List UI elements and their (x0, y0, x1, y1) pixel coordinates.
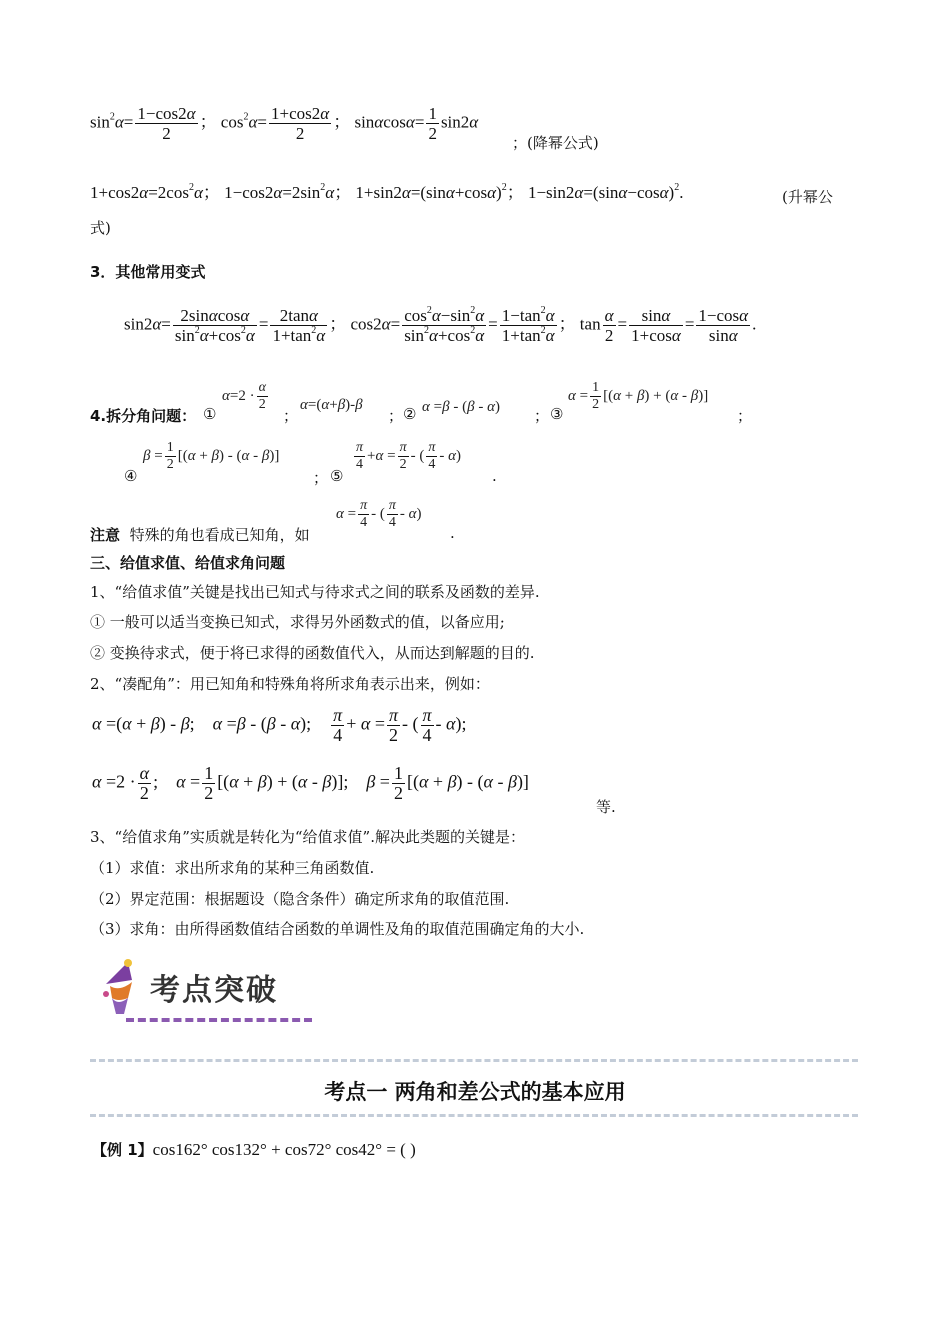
period: . (492, 467, 497, 485)
split-angle-4: β = $\frac{1}{2}$ [(α + β) - (α - β)] (143, 440, 280, 472)
marker-5: ⑤ (330, 467, 344, 485)
split-angle-5: $\frac{\pi}{4}$ +α = $\frac{\pi}{2}$ - ( $\frac{\pi}{4}$ - α) (356, 440, 461, 472)
paragraph: ② 变换待求式，便于将已求得的函数值代入，从而达到解题的目的. (90, 644, 535, 662)
note-text: 特殊的角也看成已知角，如 (129, 526, 310, 544)
note-label: 注意 (90, 526, 121, 544)
paragraph: ① 一般可以适当变换已知式，求得另外函数式的值，以备应用; (90, 613, 505, 631)
separator: ； (388, 407, 404, 425)
power-raising-note: (升幂公 (782, 188, 833, 206)
split-angle-1b: α=(α+β)-β (300, 397, 363, 413)
paragraph: （1）求值：求出所求角的某种三角函数值. (90, 859, 375, 877)
divider (90, 1114, 858, 1117)
common-variants-formulas: sin2α= $\frac{2\sin\alpha\cos\alpha}{\sin^2\alpha+\cos^2\alpha}$ = $\frac{2\tan\alpha}{1+\tan^2\alpha}$ ； cos2α= $\frac{\cos^2\alpha-\sin^2\alpha}{\sin^2\alpha+\cos^2\alpha}$ = $\frac{1-\tan^2\alpha}{1+\tan^2\alpha}$ ； tan $\frac{\alpha}{2}$ = $\frac{\sin\alpha}{1+\cos\alpha}$ = $\frac{1-\cos\alpha}{\sin\alpha}$ . (124, 305, 757, 345)
paragraph-end: 等. (596, 798, 616, 816)
wizard-icon (98, 958, 150, 1016)
example-label: 【例 1】 (92, 1141, 153, 1159)
example-line (92, 1139, 416, 1160)
paragraph: （2）界定范围：根据题设（隐含条件）确定所求角的取值范围. (90, 890, 510, 908)
power-raising-note-wrap: 式) (90, 219, 111, 237)
section-3-heading: 3．其他常用变式 (90, 263, 206, 281)
marker-1: ① (203, 405, 217, 423)
angle-composition-line-2: α =2 · $\frac{\alpha}{2}$ ; α = $\frac{1}{2}$ [(α + β) + (α - β)]; β = $\frac{1}{2}$ [(α + β) - (α - β)] (92, 763, 529, 803)
topic-title: 考点一 两角和差公式的基本应用 (324, 1080, 626, 1104)
note-line (90, 524, 310, 545)
paragraph: 1、“给值求值”关键是找出已知式与待求式之间的联系及函数的差异. (90, 583, 540, 601)
divider (90, 1059, 858, 1062)
angle-composition-line-1: α =(α + β) - β; α =β - (β - α); $\frac{\pi}{4}$ + α = $\frac{\pi}{2}$ - ( $\frac{\pi}{4}$ - α); (92, 705, 467, 745)
split-angle-3: α = $\frac{1}{2}$ [(α + β) + (α - β)] (568, 380, 709, 412)
separator: ； (737, 407, 753, 425)
split-angle-1: α=2 · $\frac{\alpha}{2}$ (222, 380, 266, 412)
power-reduction-formulas: $\sin^2\alpha=$ $\frac{1-\cos 2\alpha}{2}$ ； $\cos^2\alpha=$ $\frac{1+\cos 2\alpha}{2}$ ； sinαcosα= $\frac{1}{2}$ sin2α (90, 104, 479, 143)
split-angle-2: α =β - (β - α) (422, 399, 500, 415)
separator: ； (283, 407, 299, 425)
section-4-heading: 4.拆分角问题： (90, 407, 197, 425)
power-reduction-note: ；(降幂公式) (512, 134, 599, 152)
example-expression: cos162° cos132° + cos72° cos42° = ( ) (152, 1140, 416, 1159)
separator: ； (534, 407, 550, 425)
note-example-angle: α = $\frac{\pi}{4}$ - ( $\frac{\pi}{4}$ - α) (336, 498, 422, 530)
part-3-heading: 三、给值求值、给值求角问题 (90, 554, 286, 572)
paragraph: 2、“凑配角”：用已知角和特殊角将所求角表示出来，例如： (90, 675, 490, 693)
marker-4: ④ (124, 467, 138, 485)
marker-3: ③ (550, 405, 564, 423)
power-raising-formulas: $1+\cos 2\alpha=2\cos^2\alpha$； $1-\cos 2\alpha=2\sin^2\alpha$； $1+\sin 2\alpha=(\sin\alpha+\cos\alpha)^2$； $1-\sin 2\alpha=(\sin\alpha-\cos\alpha)^2$. (90, 182, 684, 202)
period: . (450, 524, 455, 542)
marker-2: ② (403, 405, 417, 423)
paragraph: 3、“给值求角”实质就是转化为“给值求值”.解决此类题的关键是： (90, 828, 525, 846)
paragraph: （3）求角：由所得函数值结合函数的单调性及角的取值范围确定角的大小. (90, 920, 585, 938)
banner-title: 考点突破 (150, 973, 278, 1008)
separator: ； (313, 469, 329, 487)
banner-underline (126, 1018, 312, 1022)
